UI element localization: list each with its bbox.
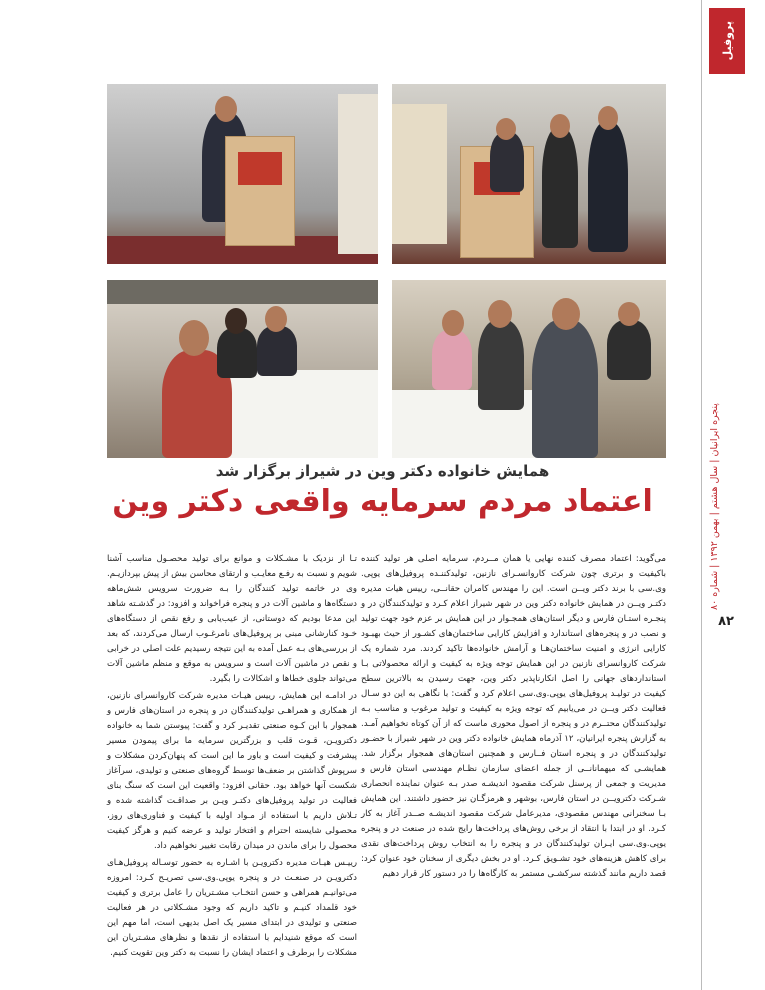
section-tab-label: پروفیل (720, 21, 734, 61)
article-column-left (107, 552, 357, 958)
article-headline (100, 462, 665, 519)
article-title: اعتماد مردم سرمایه واقعی دکتر وین (112, 484, 653, 519)
paragraph: رییـس هیـات مدیره دکترویـن با اشـاره به حضور توسـاله پروفیل‌هـای دکترویـن در صنعـت در و پنجره یوپی.وی.سی تصریـح کـرد: امروزه می‌توانیـم همراهی و حسن انتخـاب مشـتریان را عامل برتری و کیفیت خود قلمداد کنیـم و تاکید داریم که وجود مشـکلاتی در هر فعالیت صنعتی و تولیدی در ابتدای مسیر یک اصل بدیهی است، اما مهم این است که موقع شنیدایم با استفاده از نقدها و نظرهای مشـتریان این مشکلات را برطرف و اعتماد ایشان را نسبت به دکتر وین تقویت کنیم. (107, 858, 357, 958)
article-column-right (361, 552, 666, 922)
sidebar-divider (701, 0, 702, 990)
speaker-photo (107, 84, 378, 264)
page-number: ۸۲ (718, 614, 734, 629)
audience-photo-2 (392, 280, 666, 458)
magazine-info: پنجره ایرانیان | سال هشتم | بهمن ۱۳۹۲ | شماره ۸۰ (709, 403, 720, 610)
audience-photo-1 (107, 280, 378, 458)
paragraph: در ادامـه این همایش، رییس هیـات مدیره شرکت کاروانسرای نازنین، از همکاری و همراهـی تولیدکنندگان در و پنجره در استان‌های فارس و همجوار با این کـوه صنعتی تقدیـر کرد و گفت: پیوستن شما به خانواده دکترویـن، قـوت قلب و بزرگترین سرمایه ما برای پیمودن مسیر پیشرفت و کیفیت است و باور ما این است که پنهان‌کردن مشکلات و سرپوش گذاشتن بر ضعف‌ها توسط گروه‌های صنعتی و تولیدی، سرآغاز شکست آنها خواهد بود. حقانی افزود: واقعیت این است که سنگ بنای فعالیت در تولید پروفیل‌های دکتـر ویـن بر صداقـت گذاشته شده و تـلاش داریم با استفاده از مـواد اولیه با کیفیت و فناوری‌های روز، محصولی شایسته احترام و افتخار تولید و عرضه کنیم و هرگز کیفیت محصول را برای ماندن در میدان رقابت تغییر نخواهیم داد. (107, 691, 357, 851)
paragraph: می‌گوید: اعتماد مصرف کننده نهایی یا همان مــردم، سرمایه اصلی هر تولید کننده باکیفیت و برتری چون شرکت کاروانسـرای نازنین، تولیدکننـده پروفیل‌های یوپی. وی.سی با برند دکتر ویــن است. این را مهندس کامران حقانــی، رییس هیات مدیره دکتـر ویــن در همایش خانواده دکتر وین در شهر شیراز اعلام کـرد و تولیدکنندگان در و پنجـره استـان فارس و دیگر استان‌های همجـوار در این همایش بر عزم خود جهت تولید و نصب در و پنجره‌های استاندارد و افزایش کارایی ساختمان‌های کشـور از حیث بهبـود کارایی انرژی و امنیت ساختمان‌هـا و آرامش خانواده‌ها تاکید کردند. مرد شماره یک شرکت کاروانسرای نازنین در این همایش توجه ویژه به کیفیت و ارائه محصولاتی بـا استانداردهای جهانی را اصل انکارناپذیر دکتر وین، جهت رسیدن به بالاترین سطح کیفیت در تولیـد پروفیل‌های یوپی.وی.سی اعلام کرد و گفت: با نگاهی به این دو سـال فعالیت دکتر ویــن در می‌یابیم که توجه ویژه به کیفیت و تولید مرغوب و مناسب بـه تولیدکنندگان محتــرم در و پنجره از اصول محوری ماست که از آن کوتاه نخواهیم آمـد. به گزارش پنجره ایرانیان، ۱۲ آذرماه همایش خانواده دکتر وین در شهر شیراز با حضـور تولیدکنندگان در و پنجره استان فــارس و همچنین استان‌های همجوار برگزار شد. همایشـی که میهمانانــی از جمله اعضای سازمان نظـام مهندسی استان فارس و مدیریت و جمعی از پرسنل شرکت مقصود اندیشـه صدر بـه عنوان نماینده انحصاری شـرکت دکترویــن در استان فارس، بوشهر و هرمزگـان نیز حضور داشتند. این همایش بـا سخنرانی مهندس مقصودی، مدیرعامل شرکت مقصود اندیشـه صــدر آغاز به کار کـرد. او در ابتدا با انتقاد از برخی روش‌های پرداخت‌ها رایج شده در صنعت در و پنجره یوپی.وی.سی ایـران تولیدکنندگان در و پنجره را به انتخاب روش پرداخت‌های نقدی برای کاهش هزینه‌های خود تشـویق کـرد. او در بخش دیگری از سخنان خود عنوان کرد: قصد داریم مانند گذشته سرکشـی مستمر به کارگاه‌ها را در دستور کار قرار دهیم (361, 554, 666, 879)
article-subtitle: همایش خانواده دکتر وین در شیراز برگزار شد (215, 462, 550, 480)
section-tab (709, 8, 745, 74)
sidebar (691, 0, 765, 990)
award-photo (392, 84, 666, 264)
paragraph: تـا از نزدیک با مشـکلات و موانع برای تولید محصـول مناسب آشنا شویم و نسبت به رفـع معایـب و ارتقای محاسن بیش از پیش بپردازیـم. وی در خاتمه تولید کنندگان را بـه ضرورت سرویس شش‌ماهه دستگاه‌ها و ماشین آلات در و پنجره فراخواند و افزود: در گذشـته شاهد این مدعا بودیم که دوستانی، از عیب‌یابی و رفع نقص از دستگاه‌های خـود کنارشانی مبنی بر پروفیل‌های نامرغـوب ارسال می‌کردند، که بعد از بررسی‌های بـه عمل آمده به این نتیجه رسیدیم علت اصلی در خرابی و نقص در ماشین آلات است و سرویس به موقع و منظم ماشین آلات می‌تواند جلوی خطاها و اشکالات را بگیرد. (107, 554, 357, 684)
